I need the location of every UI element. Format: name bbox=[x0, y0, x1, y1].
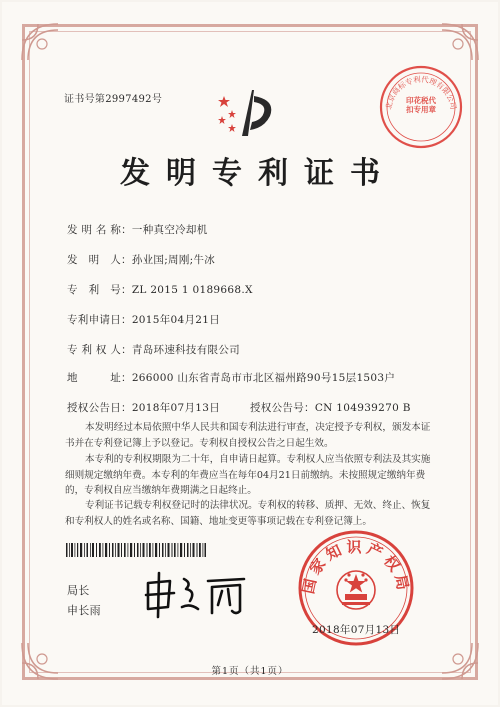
address-value: 266000 山东省青岛市市北区福州路90号15层1503户 bbox=[131, 372, 396, 384]
patentee-value: 青岛环速科技有限公司 bbox=[131, 344, 240, 356]
agency-seal bbox=[376, 62, 466, 152]
grant-number-row bbox=[250, 400, 411, 415]
director-signature bbox=[140, 569, 260, 619]
inventor-value: 孙业国;周刚;牛冰 bbox=[131, 254, 216, 266]
patent-number-value: ZL 2015 1 0189668.X bbox=[131, 284, 253, 296]
inventor-label: 发 明 人： bbox=[67, 254, 132, 266]
certificate-number: 证书号第2997492号 bbox=[64, 94, 163, 105]
paragraph-legal-status: 专利证书记载专利权登记时的法律状况。专利权的转移、质押、无效、终止、恢复和专利权人的姓名或名称、国籍、地址变更等事项记载在专利登记簿上。 bbox=[65, 500, 431, 527]
director-title: 局长 bbox=[67, 584, 90, 597]
certificate-title: 发明专利证书 bbox=[120, 156, 396, 191]
paragraph-examination: 本发明经过本局依照中华人民共和国专利法进行审查，决定授予专利权，颁发本证书并在专利登记簿上予以登记。专利权自授权公告之日起生效。 bbox=[65, 422, 431, 449]
inventor-row bbox=[67, 252, 215, 267]
filing-date-value: 2015年04月21日 bbox=[131, 314, 221, 326]
paragraph-term: 本专利的专利权期限为二十年，自申请日起算。专利权人应当依照专利法及其实施细则规定缴纳年费。本专利的年费应当在每年04月21日前缴纳。未按照规定缴纳年费的，专利权自应当缴纳年费期满之日起终止。 bbox=[65, 454, 431, 496]
address-row bbox=[67, 370, 395, 385]
patent-number-label: 专 利 号： bbox=[67, 284, 132, 296]
invention-name-row bbox=[67, 222, 208, 237]
patent-office-emblem-icon bbox=[218, 86, 280, 138]
filing-date-row bbox=[67, 312, 220, 327]
grant-date-value: 2018年07月13日 bbox=[131, 402, 221, 414]
grant-date-row bbox=[67, 400, 220, 415]
seal-text: 国家知识产权局 bbox=[299, 538, 413, 596]
barcode bbox=[66, 543, 206, 557]
invention-name-value: 一种真空冷却机 bbox=[131, 224, 208, 236]
national-emblem-icon bbox=[337, 571, 375, 609]
corner-ornament-icon bbox=[18, 20, 88, 90]
patent-number-row bbox=[67, 282, 253, 297]
patentee-label: 专 利 权 人： bbox=[67, 344, 132, 356]
seal-date: 2018年07月13日 bbox=[312, 624, 401, 636]
grant-date-label: 授权公告日： bbox=[67, 402, 132, 414]
grant-number-value: CN 104939270 B bbox=[314, 402, 411, 414]
director-name: 申长雨 bbox=[67, 604, 101, 617]
grant-number-label: 授权公告号： bbox=[250, 402, 315, 414]
filing-date-label: 专利申请日： bbox=[67, 314, 132, 326]
agency-seal-mark: 印花税代扣专用章 bbox=[406, 96, 436, 114]
agency-seal-text: 北京商标专利代理有限公司 bbox=[383, 74, 459, 111]
invention-name-label: 发 明 名 称： bbox=[67, 224, 132, 236]
address-label: 地 址： bbox=[67, 372, 132, 384]
patentee-row bbox=[67, 342, 240, 357]
page-footer: 第1页（共1页） bbox=[211, 666, 289, 677]
